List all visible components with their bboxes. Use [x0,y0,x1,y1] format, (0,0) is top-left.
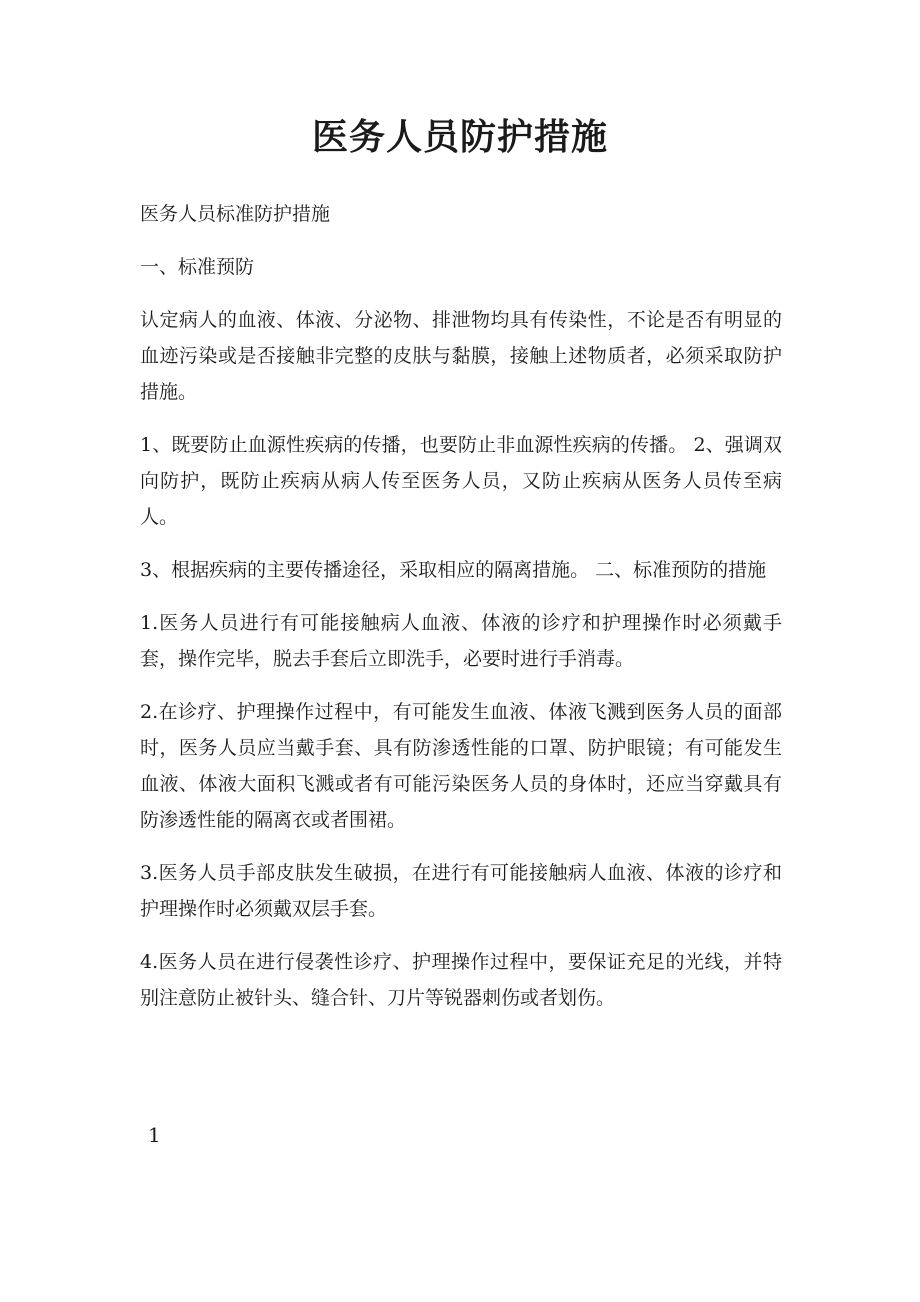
document-body [140,196,782,1033]
document-title: 医务人员防护措施 [311,116,608,158]
paragraph-measure-3: 3.医务人员手部皮肤发生破损，在进行有可能接触病人血液、体液的诊疗和护理操作时必须戴双层手套。 [140,862,782,920]
paragraph-point-3: 3、根据疾病的主要传播途径，采取相应的隔离措施。 二、标准预防的措施 [140,559,767,581]
paragraph-measure-2: 2.在诊疗、护理操作过程中，有可能发生血液、体液飞溅到医务人员的面部时，医务人员应当戴手套、具有防渗透性能的口罩、防护眼镜；有可能发生血液、体液大面积飞溅或者有可能污染医务人员的身体时，还应当穿戴具有防渗透性能的隔离衣或者围裙。 [140,701,782,831]
page-number: 1 [148,1123,161,1147]
paragraph-measure-1: 1.医务人员进行有可能接触病人血液、体液的诊疗和护理操作时必须戴手套，操作完毕，脱去手套后立即洗手，必要时进行手消毒。 [140,612,782,670]
paragraph-definition: 认定病人的血液、体液、分泌物、排泄物均具有传染性，不论是否有明显的血迹污染或是否接触非完整的皮肤与黏膜，接触上述物质者，必须采取防护措施。 [140,309,782,403]
paragraph-points-1-2: 1、既要防止血源性疾病的传播，也要防止非血源性疾病的传播。 2、强调双向防护，既防止疾病从病人传至医务人员，又防止疾病从医务人员传至病人。 [140,434,782,528]
paragraph-section-heading: 一、标准预防 [140,256,255,278]
paragraph-measure-4: 4.医务人员在进行侵袭性诊疗、护理操作过程中，要保证充足的光线，并特别注意防止被针头、缝合针、刀片等锐器刺伤或者划伤。 [140,951,782,1009]
paragraph-subtitle: 医务人员标准防护措施 [140,203,331,225]
